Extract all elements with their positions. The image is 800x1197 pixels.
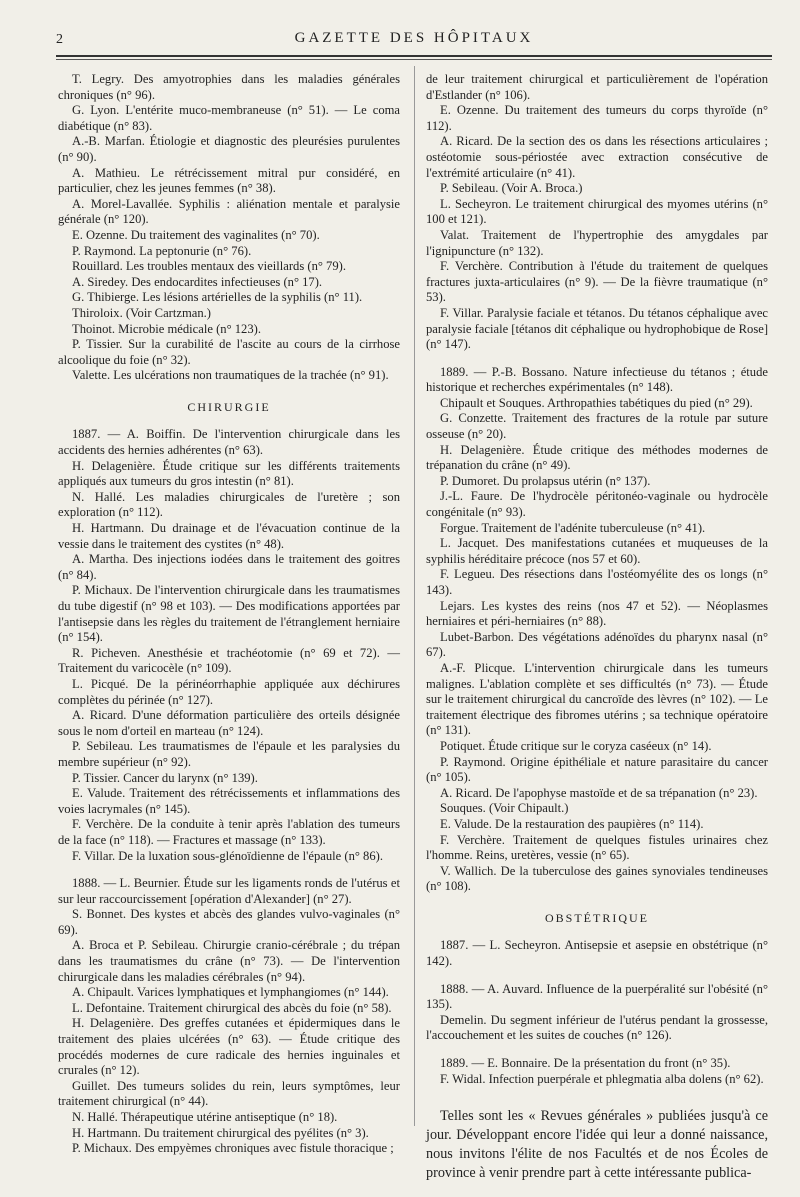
bibliography-entry: Demelin. Du segment inférieur de l'utérus pendant la grossesse, l'accouchement et les suites de couches (n° 126).: [426, 1012, 768, 1043]
bibliography-entry: A. Morel-Lavallée. Syphilis : aliénation mentale et paralysie générale (n° 120).: [58, 196, 400, 227]
bibliography-entry: A. Mathieu. Le rétrécissement mitral pur considéré, en particulier, chez les jeunes femmes (n° 38).: [58, 165, 400, 196]
bibliography-entry: F. Verchère. Traitement de quelques fistules urinaires chez l'homme. Reins, uretères, vessie (n° 65).: [426, 832, 768, 863]
bibliography-entry: A. Chipault. Varices lymphatiques et lymphangiomes (n° 144).: [72, 985, 389, 1000]
bibliography-entry: L. Picqué. De la périnéorrhaphie appliquée aux déchirures complètes du périnée (n° 127).: [58, 676, 400, 707]
bibliography-entry: A. Martha. Des injections iodées dans le traitement des goitres (n° 84).: [58, 552, 400, 582]
left-entries-top: [58, 72, 400, 384]
bibliography-entry: P. Sebileau. Les traumatismes de l'épaule et les paralysies du membre supérieur (n° 92).: [58, 739, 400, 769]
bibliography-entry: Lejars. Les kystes des reins (nos 47 et 52). — Néoplasmes herniaires et péri-herniaires (n° 88).: [426, 598, 768, 629]
bibliography-entry: Thiroloix. (Voir Cartzman.): [72, 305, 211, 320]
section-heading-chirurgie: CHIRURGIE: [187, 399, 271, 414]
bibliography-entry: V. Wallich. De la tuberculose des gaines synoviales tendineuses (n° 108).: [426, 863, 768, 894]
bibliography-entry: A.-F. Plicque. L'intervention chirurgicale dans les tumeurs malignes. L'ablation complète et ses difficultés (n° 73). — Étude sur le traitement chirurgical du cancroïde des lèvres (n° 102). — Le traitement électrique des fibromes utérins ; sa technique opératoire (n° 131).: [426, 660, 768, 738]
left-entries-1887: [58, 427, 400, 864]
bibliography-entry: P. Raymond. La peptonurie (n° 76).: [72, 243, 252, 258]
bibliography-entry: F. Verchère. Contribution à l'étude du traitement de quelques fractures juxta-articulaires (n° 9). — De la fièvre traumatique (n° 53).: [426, 259, 768, 305]
bibliography-entry: Guillet. Des tumeurs solides du rein, leurs symptômes, leur traitement chirurgical (n° 44).: [58, 1078, 400, 1109]
bibliography-entry: E. Valude. Traitement des rétrécissements et inflammations des voies lacrymales (n° 145).: [58, 786, 400, 816]
bibliography-entry: P. Raymond. Origine épithéliale et nature parasitaire du cancer (n° 105).: [426, 754, 768, 785]
bibliography-entry: Lubet-Barbon. Des végétations adénoïdes du pharynx nasal (n° 67).: [426, 629, 768, 660]
bibliography-entry: H. Hartmann. Du drainage et de l'évacuation continue de la vessie dans le traitement des cystites (n° 48).: [58, 521, 400, 551]
header-rule-thick: [56, 55, 772, 57]
bibliography-entry: G. Conzette. Traitement des fractures de la rotule par suture osseuse (n° 20).: [426, 411, 768, 442]
bibliography-entry: L. Defontaine. Traitement chirurgical des abcès du foie (n° 58).: [72, 1000, 392, 1015]
bibliography-entry: L. Jacquet. Des manifestations cutanées et muqueuses de la syphilis héréditaire précoce (nos 57 et 60).: [426, 536, 768, 566]
bibliography-entry: F. Widal. Infection puerpérale et phlegmatia alba dolens (n° 62).: [440, 1071, 764, 1086]
right-entries-top: [426, 72, 768, 353]
bibliography-entry: 1888. — A. Auvard. Influence de la puerpéralité sur l'obésité (n° 135).: [426, 981, 768, 1012]
bibliography-entry: A. Ricard. D'une déformation particulière des orteils désignée sous le nom d'orteil en marteau (n° 124).: [58, 708, 400, 738]
bibliography-entry: A. Ricard. De la section des os dans les résections articulaires ; ostéotomie sous-périostée avec extraction consécutive de l'extrémité articulaire (n° 41).: [426, 134, 768, 180]
bibliography-entry: 1889. — P.-B. Bossano. Nature infectieuse du tétanos ; étude historique et recherches expérimentales (n° 148).: [426, 364, 768, 395]
bibliography-entry: F. Verchère. De la conduite à tenir après l'ablation des tumeurs de la face (n° 118). — Fractures et massage (n° 133).: [58, 817, 400, 847]
bibliography-entry: N. Hallé. Thérapeutique utérine antiseptique (n° 18).: [72, 1110, 338, 1124]
bibliography-entry: P. Dumoret. Du prolapsus utérin (n° 137).: [440, 473, 651, 488]
bibliography-entry: F. Villar. De la luxation sous-glénoïdienne de l'épaule (n° 86).: [72, 848, 383, 863]
bibliography-entry: G. Lyon. L'entérite muco-membraneuse (n° 51). — Le coma diabétique (n° 83).: [58, 103, 400, 133]
bibliography-entry: P. Michaux. Des empyèmes chroniques avec fistule thoracique ;: [72, 1141, 394, 1156]
right-entries-1889: [426, 365, 768, 895]
bibliography-entry: 1887. — L. Secheyron. Antisepsie et asepsie en obstétrique (n° 142).: [426, 938, 768, 969]
bibliography-entry: H. Delagenière. Étude critique sur les différents traitements appliqués aux tumeurs du gros intestin (n° 81).: [58, 458, 400, 489]
bibliography-entry: P. Michaux. De l'intervention chirurgicale dans les traumatismes du tube digestif (n° 98 et 103). — Des modifications apportées par l'antisepsie dans les règles du traitement de l'étranglement herniaire (n° 154).: [58, 583, 400, 645]
bibliography-entry: F. Villar. Paralysie faciale et tétanos. Du tétanos céphalique avec paralysie faciale [tétanos dit céphalique ou hydrophobique de Rose] (n° 147).: [426, 305, 769, 352]
closing-paragraph: Telles sont les « Revues générales » publiées jusqu'à ce jour. Développant encore l'idée qui leur a donné naissance, nous invitons l'élite de nos Facultés et de nos Écoles de province à venir prendre part à cette intéressante publica-: [426, 1108, 768, 1182]
bibliography-entry: E. Ozenne. Du traitement des vaginalites (n° 70).: [72, 227, 320, 242]
section-heading-obstetrique: OBSTÉTRIQUE: [545, 910, 649, 925]
bibliography-entry: 1889. — E. Bonnaire. De la présentation du front (n° 35).: [440, 1056, 731, 1071]
bibliography-entry: L. Secheyron. Le traitement chirurgical des myomes utérins (n° 100 et 121).: [426, 196, 768, 227]
bibliography-entry: 1887. — A. Boiffin. De l'intervention chirurgicale dans les accidents des hernies adhérentes (n° 63).: [58, 427, 400, 458]
bibliography-entry: H. Delagenière. Étude critique des méthodes modernes de trépanation du crâne (n° 49).: [426, 442, 768, 473]
bibliography-entry: S. Bonnet. Des kystes et abcès des glandes vulvo-vaginales (n° 69).: [58, 907, 400, 937]
bibliography-entry: Souques. (Voir Chipault.): [440, 801, 569, 816]
bibliography-entry-continued: de leur traitement chirurgical et particulièrement de l'opération d'Estlander (n° 106).: [426, 72, 768, 102]
journal-title: GAZETTE DES HÔPITAUX: [294, 30, 534, 46]
bibliography-entry: A. Ricard. De l'apophyse mastoïde et de sa trépanation (n° 23).: [440, 785, 758, 800]
header-rule-thin: [56, 59, 772, 60]
bibliography-entry: P. Sebileau. (Voir A. Broca.): [440, 181, 583, 196]
bibliography-entry: P. Tissier. Sur la curabilité de l'ascite au cours de la cirrhose alcoolique du foie (n° 32).: [58, 337, 400, 367]
bibliography-entry: Valette. Les ulcérations non traumatiques de la trachée (n° 91).: [72, 368, 389, 383]
bibliography-entry: Chipault et Souques. Arthropathies tabétiques du pied (n° 29).: [440, 395, 753, 410]
bibliography-entry: E. Valude. De la restauration des paupières (n° 114).: [440, 816, 704, 831]
bibliography-entry: E. Ozenne. Du traitement des tumeurs du corps thyroïde (n° 112).: [426, 103, 768, 133]
right-entries-obstetrique: [426, 938, 768, 1087]
bibliography-entry: Forgue. Traitement de l'adénite tuberculeuse (n° 41).: [440, 520, 706, 535]
bibliography-entry: A. Siredey. Des endocardites infectieuses (n° 17).: [72, 274, 323, 289]
bibliography-entry: F. Legueu. Des résections dans l'ostéomyélite des os longs (n° 143).: [426, 567, 768, 597]
left-entries-1888: [58, 876, 400, 1157]
page-number: 2: [56, 32, 63, 47]
bibliography-entry: G. Thibierge. Les lésions artérielles de la syphilis (n° 11).: [72, 290, 363, 305]
bibliography-entry: P. Tissier. Cancer du larynx (n° 139).: [72, 770, 258, 785]
bibliography-entry: N. Hallé. Les maladies chirurgicales de l'uretère ; son exploration (n° 112).: [58, 489, 400, 520]
bibliography-entry: Valat. Traitement de l'hypertrophie des amygdales par l'ignipuncture (n° 132).: [426, 227, 768, 258]
bibliography-entry: A.-B. Marfan. Étiologie et diagnostic des pleurésies purulentes (n° 90).: [58, 134, 400, 164]
bibliography-entry: R. Picheven. Anesthésie et trachéotomie (n° 69 et 72). — Traitement du varicocèle (n° 109).: [58, 645, 400, 676]
bibliography-entry: H. Hartmann. Du traitement chirurgical des pyélites (n° 3).: [72, 1125, 369, 1140]
column-divider: [414, 66, 415, 1126]
page-header: [56, 28, 772, 50]
left-column: [58, 72, 400, 1157]
bibliography-entry: Potiquet. Étude critique sur le coryza caséeux (n° 14).: [440, 738, 712, 753]
bibliography-entry: T. Legry. Des amyotrophies dans les maladies générales chroniques (n° 96).: [58, 72, 400, 102]
bibliography-entry: 1888. — L. Beurnier. Étude sur les ligaments ronds de l'utérus et sur leur raccourcissement [opération d'Alexander] (n° 27).: [58, 876, 400, 906]
right-column: [426, 72, 768, 1197]
bibliography-entry: A. Broca et P. Sebileau. Chirurgie cranio-cérébrale ; du trépan dans les traumatismes du crâne (n° 73). — De l'intervention chirurgicale dans les maladies cérébrales (n° 94).: [58, 938, 400, 984]
bibliography-entry: Rouillard. Les troubles mentaux des vieillards (n° 79).: [72, 259, 346, 274]
bibliography-entry: J.-L. Faure. De l'hydrocèle péritonéo-vaginale ou hydrocèle congénitale (n° 93).: [426, 489, 768, 520]
bibliography-entry: Thoinot. Microbie médicale (n° 123).: [72, 321, 261, 336]
bibliography-entry: H. Delagenière. Des greffes cutanées et épidermiques dans le traitement des plaies ulcérées (n° 63). — Étude critique des procédés modernes de cure radicale des hernies inguinales et crurales (n° 12).: [58, 1016, 400, 1078]
